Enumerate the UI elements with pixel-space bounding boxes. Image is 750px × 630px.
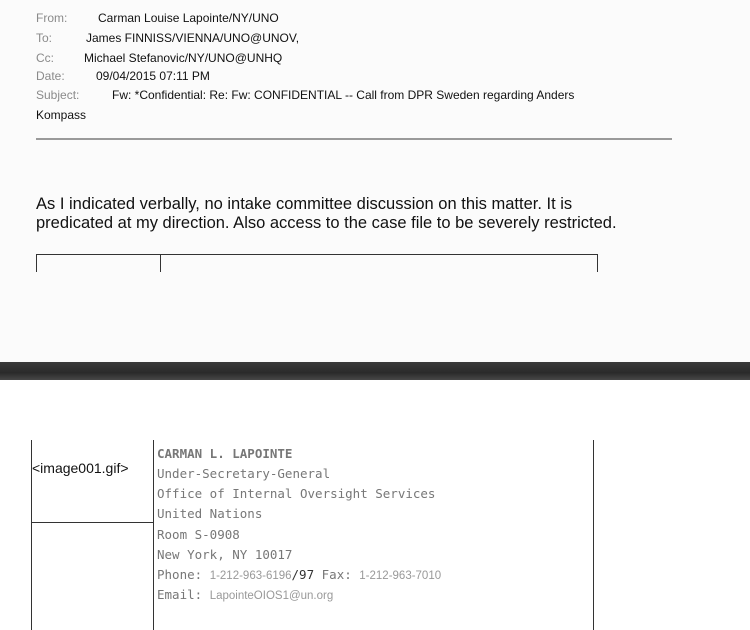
date-value: 09/04/2015 07:11 PM xyxy=(96,69,210,83)
from-label: From: xyxy=(36,11,68,25)
signature-office: Office of Internal Oversight Services xyxy=(157,486,436,501)
cc-value: Michael Stefanovic/NY/UNO@UNHQ xyxy=(84,51,283,65)
signature-table-inner-border xyxy=(160,254,161,272)
from-value: Carman Louise Lapointe/NY/UNO xyxy=(98,11,279,25)
subject-value: Fw: *Confidential: Re: Fw: CONFIDENTIAL -- Call from DPR Sweden regarding Anders xyxy=(112,88,575,102)
signature-table-top-border xyxy=(36,254,598,255)
message-line-2: predicated at my direction. Also access to the case file to be severely restricted. xyxy=(36,214,617,232)
signature-image-placeholder: <image001.gif> xyxy=(32,460,129,476)
signature-table-right-border xyxy=(597,254,598,272)
signature-city: New York, NY 10017 xyxy=(157,547,293,562)
email-label: Email: xyxy=(157,587,203,602)
signature-table-left-border xyxy=(36,254,37,272)
sig-table-right-border xyxy=(593,440,594,630)
page-break-band xyxy=(0,362,750,380)
email-page-bottom xyxy=(0,380,750,630)
to-value: James FINNISS/VIENNA/UNO@UNOV, xyxy=(86,31,300,45)
subject-value-continued: Kompass xyxy=(36,108,87,122)
sig-table-inner-border xyxy=(153,440,154,630)
header-divider xyxy=(36,138,672,140)
email-link[interactable]: LapointeOIOS1@un.org xyxy=(209,590,334,602)
signature-room: Room S-0908 xyxy=(157,527,240,542)
date-label: Date: xyxy=(36,69,65,83)
sig-table-cell-divider xyxy=(31,522,153,523)
fax-label: Fax: xyxy=(321,567,352,582)
phone-extension: /97 xyxy=(291,567,315,582)
message-line-1: As I indicated verbally, no intake committee discussion on this matter. It is xyxy=(36,195,573,213)
fax-value: 1-212-963-7010 xyxy=(359,570,442,582)
signature-org: United Nations xyxy=(157,506,263,521)
signature-email-line xyxy=(157,587,333,602)
cc-label: Cc: xyxy=(36,51,54,65)
subject-label: Subject: xyxy=(36,88,80,102)
message-body xyxy=(36,195,696,233)
to-label: To: xyxy=(36,31,53,45)
signature-name: CARMAN L. LAPOINTE xyxy=(157,446,293,461)
signature-phone-line xyxy=(157,567,441,582)
phone-label: Phone: xyxy=(157,567,203,582)
phone-value: 1-212-963-6196 xyxy=(209,570,292,582)
signature-title: Under-Secretary-General xyxy=(157,466,331,481)
